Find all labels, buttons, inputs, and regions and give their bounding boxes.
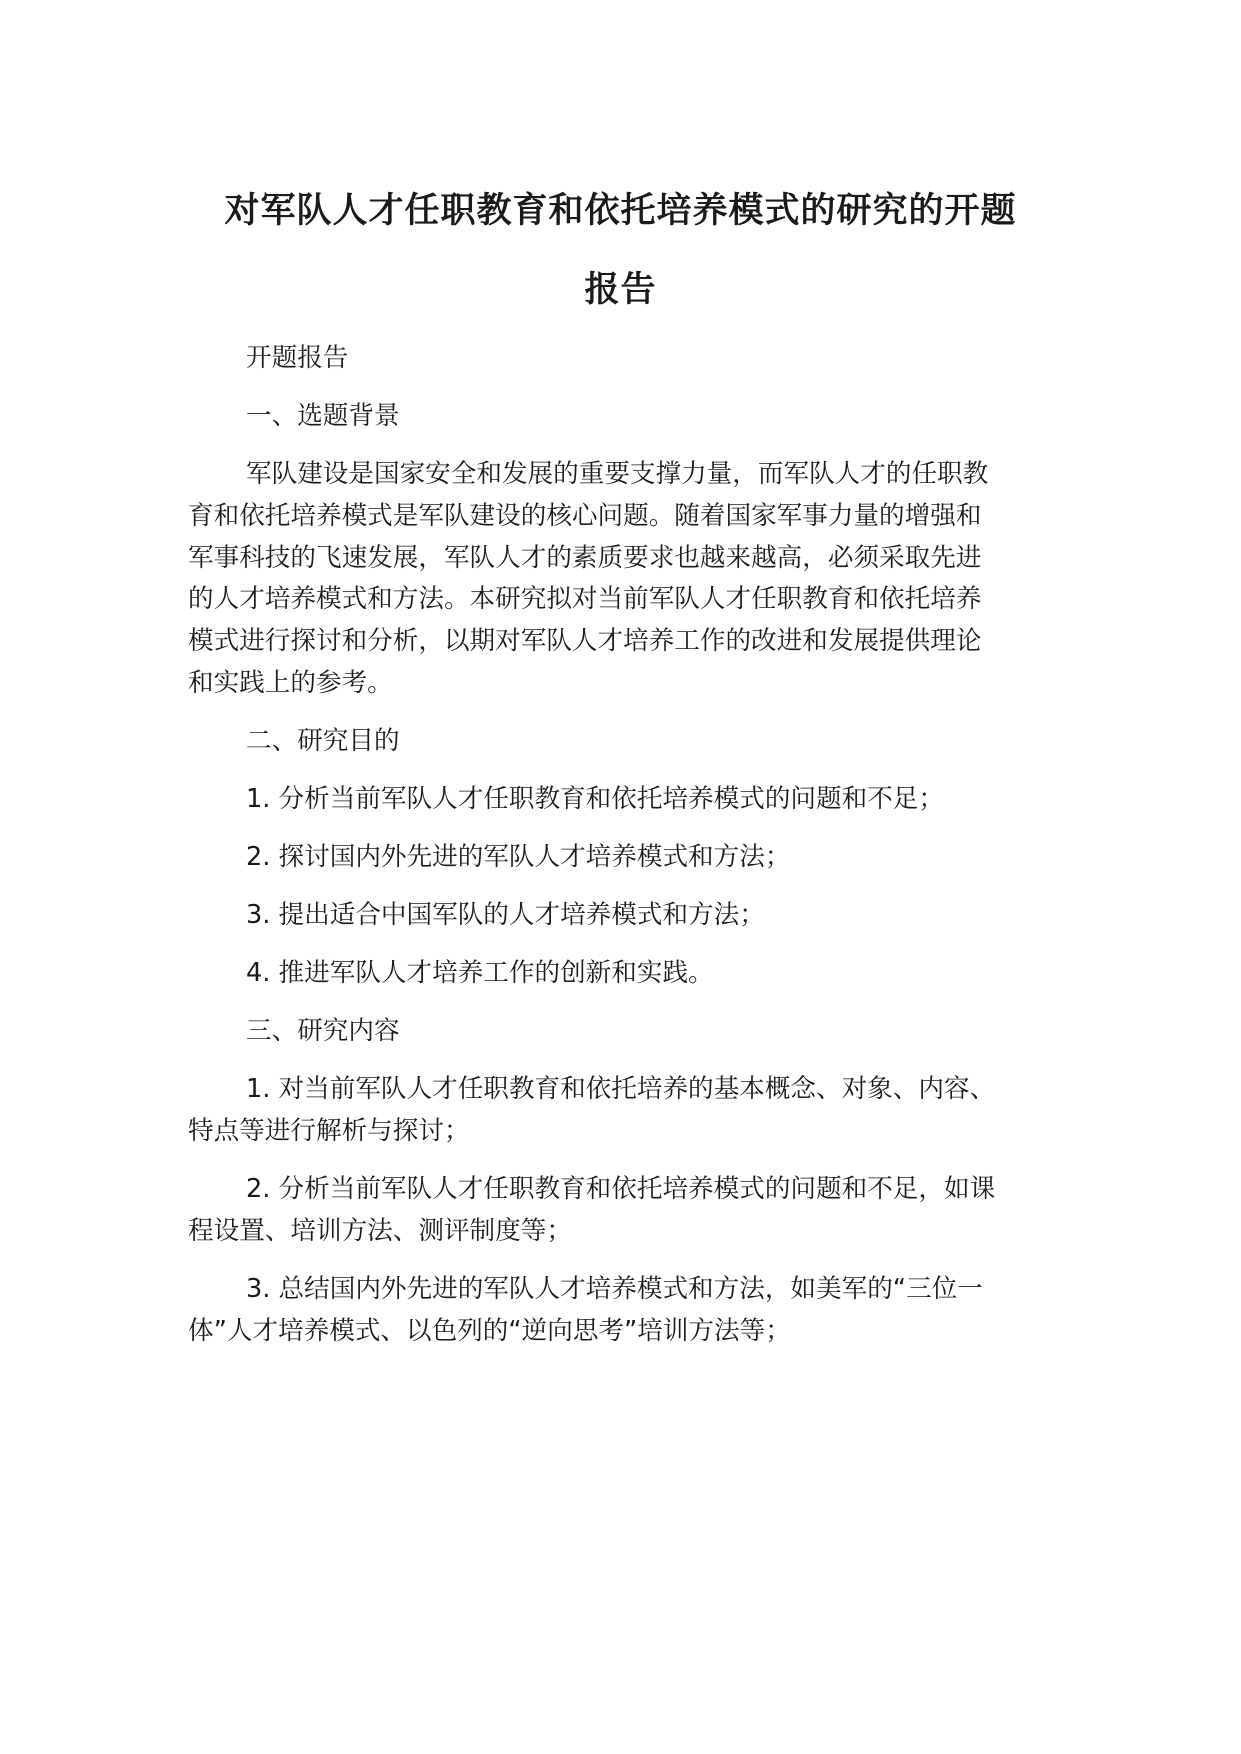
section-2-heading: 二、研究目的	[246, 726, 400, 756]
section-2-list-item: 2. 探讨国内外先进的军队人才培养模式和方法；	[246, 842, 791, 872]
section-1-paragraph-line: 军队建设是国家安全和发展的重要支撑力量，而军队人才的任职教	[246, 459, 989, 489]
section-1-paragraph-line: 军事科技的飞速发展，军队人才的素质要求也越来越高，必须采取先进	[188, 543, 982, 573]
section-1-paragraph-line: 育和依托培养模式是军队建设的核心问题。随着国家军事力量的增强和	[188, 501, 982, 531]
section-3-item-1-line-1: 1. 对当前军队人才任职教育和依托培养的基本概念、对象、内容、	[246, 1074, 996, 1104]
section-3-item-2-line-1: 2. 分析当前军队人才任职教育和依托培养模式的问题和不足，如课	[246, 1174, 996, 1204]
section-3-item-3-line-2: 体”人才培养模式、以色列的“逆向思考”培训方法等；	[188, 1316, 791, 1346]
section-1-paragraph-line: 和实践上的参考。	[188, 668, 393, 698]
section-1-paragraph-line: 模式进行探讨和分析，以期对军队人才培养工作的改进和发展提供理论	[188, 626, 982, 656]
section-3-item-2-line-2: 程设置、培训方法、测评制度等；	[188, 1216, 572, 1246]
section-2-list-item: 3. 提出适合中国军队的人才培养模式和方法；	[246, 900, 765, 930]
document-title-line-1: 对军队人才任职教育和依托培养模式的研究的开题	[224, 191, 1017, 231]
document-title-line-2: 报告	[584, 270, 657, 310]
section-2-list-item: 1. 分析当前军队人才任职教育和依托培养模式的问题和不足；	[246, 784, 944, 814]
section-1-heading: 一、选题背景	[246, 401, 400, 431]
section-2-list-item: 4. 推进军队人才培养工作的创新和实践。	[246, 958, 714, 988]
section-3-heading: 三、研究内容	[246, 1016, 400, 1046]
report-label: 开题报告	[246, 343, 349, 373]
section-3-item-3-line-1: 3. 总结国内外先进的军队人才培养模式和方法，如美军的“三位一	[246, 1274, 983, 1304]
section-3-item-1-line-2: 特点等进行解析与探讨；	[188, 1116, 470, 1146]
section-1-paragraph-line: 的人才培养模式和方法。本研究拟对当前军队人才任职教育和依托培养	[188, 584, 982, 614]
